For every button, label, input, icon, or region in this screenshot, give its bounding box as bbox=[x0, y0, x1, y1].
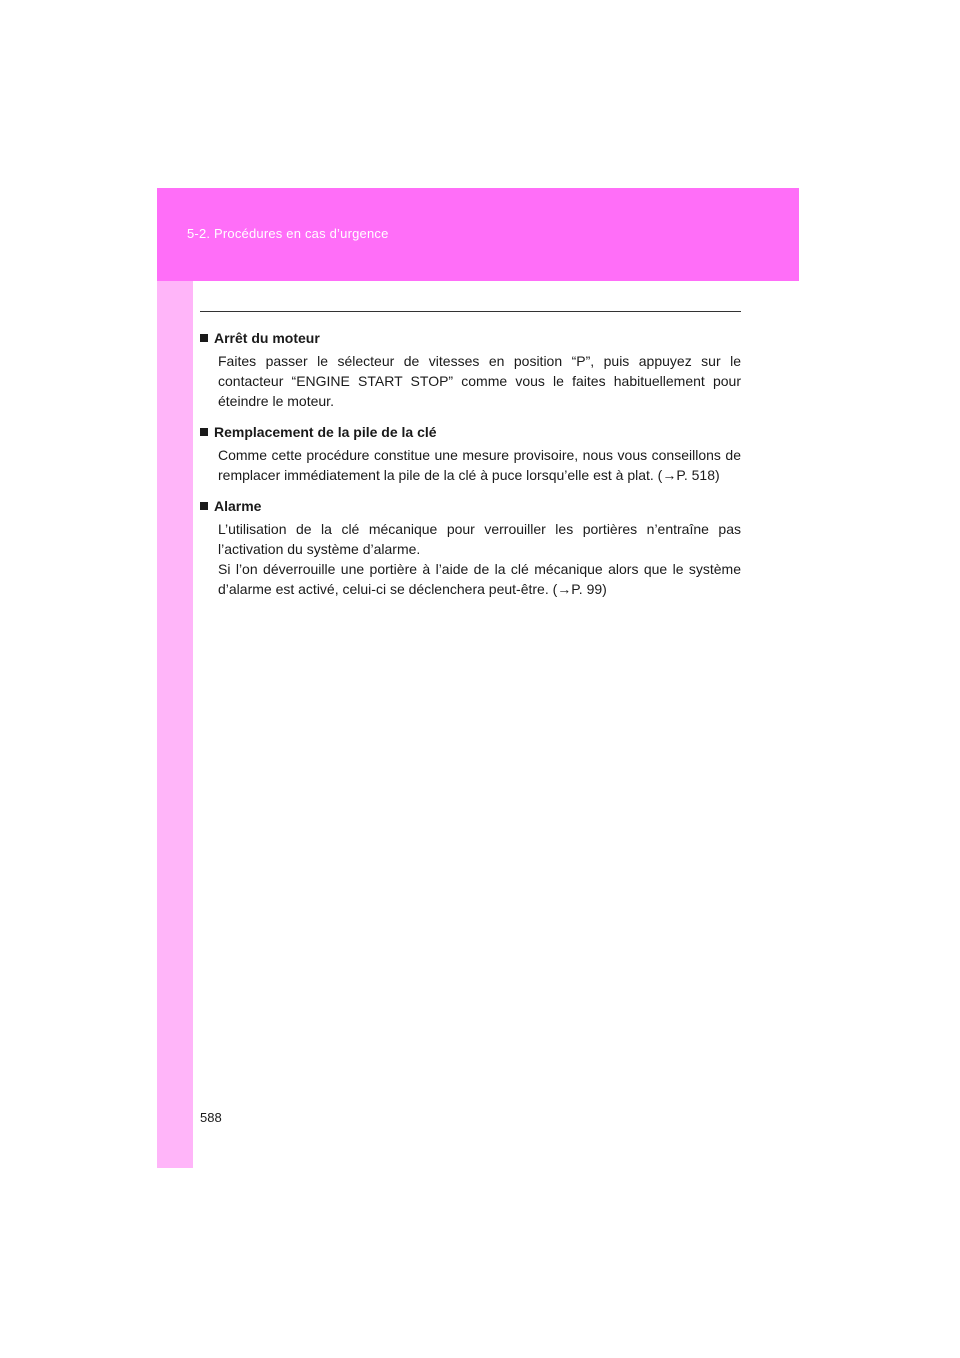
section-battery-replacement bbox=[200, 422, 741, 485]
header-band bbox=[157, 188, 799, 281]
square-bullet-icon bbox=[200, 334, 208, 342]
paragraph: Faites passer le sélecteur de vitesses en position “P”, puis appuyez sur le contacteur “ENGINE START STOP” comme vous le faites habituellement pour éteindre le moteur. bbox=[218, 353, 741, 409]
section-breadcrumb: 5-2. Procédures en cas d’urgence bbox=[187, 226, 389, 241]
side-strip bbox=[157, 281, 193, 1168]
section-title bbox=[200, 328, 741, 348]
square-bullet-icon bbox=[200, 502, 208, 510]
section-title bbox=[200, 422, 741, 442]
paragraph: Comme cette procédure constitue une mesure provisoire, nous vous conseillons de remplacer immédiatement la pile de la clé à puce lorsqu’elle est à plat. (→P. 518) bbox=[218, 447, 741, 483]
section-title-text: Remplacement de la pile de la clé bbox=[214, 424, 437, 440]
section-title-text: Arrêt du moteur bbox=[214, 330, 320, 346]
section-title bbox=[200, 496, 741, 516]
divider bbox=[200, 311, 741, 312]
main-content bbox=[200, 328, 741, 610]
section-alarm bbox=[200, 496, 741, 599]
page-number: 588 bbox=[200, 1110, 222, 1125]
square-bullet-icon bbox=[200, 428, 208, 436]
paragraph: L’utilisation de la clé mécanique pour verrouiller les portières n’entraîne pas l’activation du système d’alarme. bbox=[218, 521, 741, 557]
paragraph: Si l’on déverrouille une portière à l’aide de la clé mécanique alors que le système d’alarme est activé, celui-ci se déclenchera peut-être. (→P. 99) bbox=[218, 561, 741, 597]
section-title-text: Alarme bbox=[214, 498, 262, 514]
section-engine-stop bbox=[200, 328, 741, 411]
